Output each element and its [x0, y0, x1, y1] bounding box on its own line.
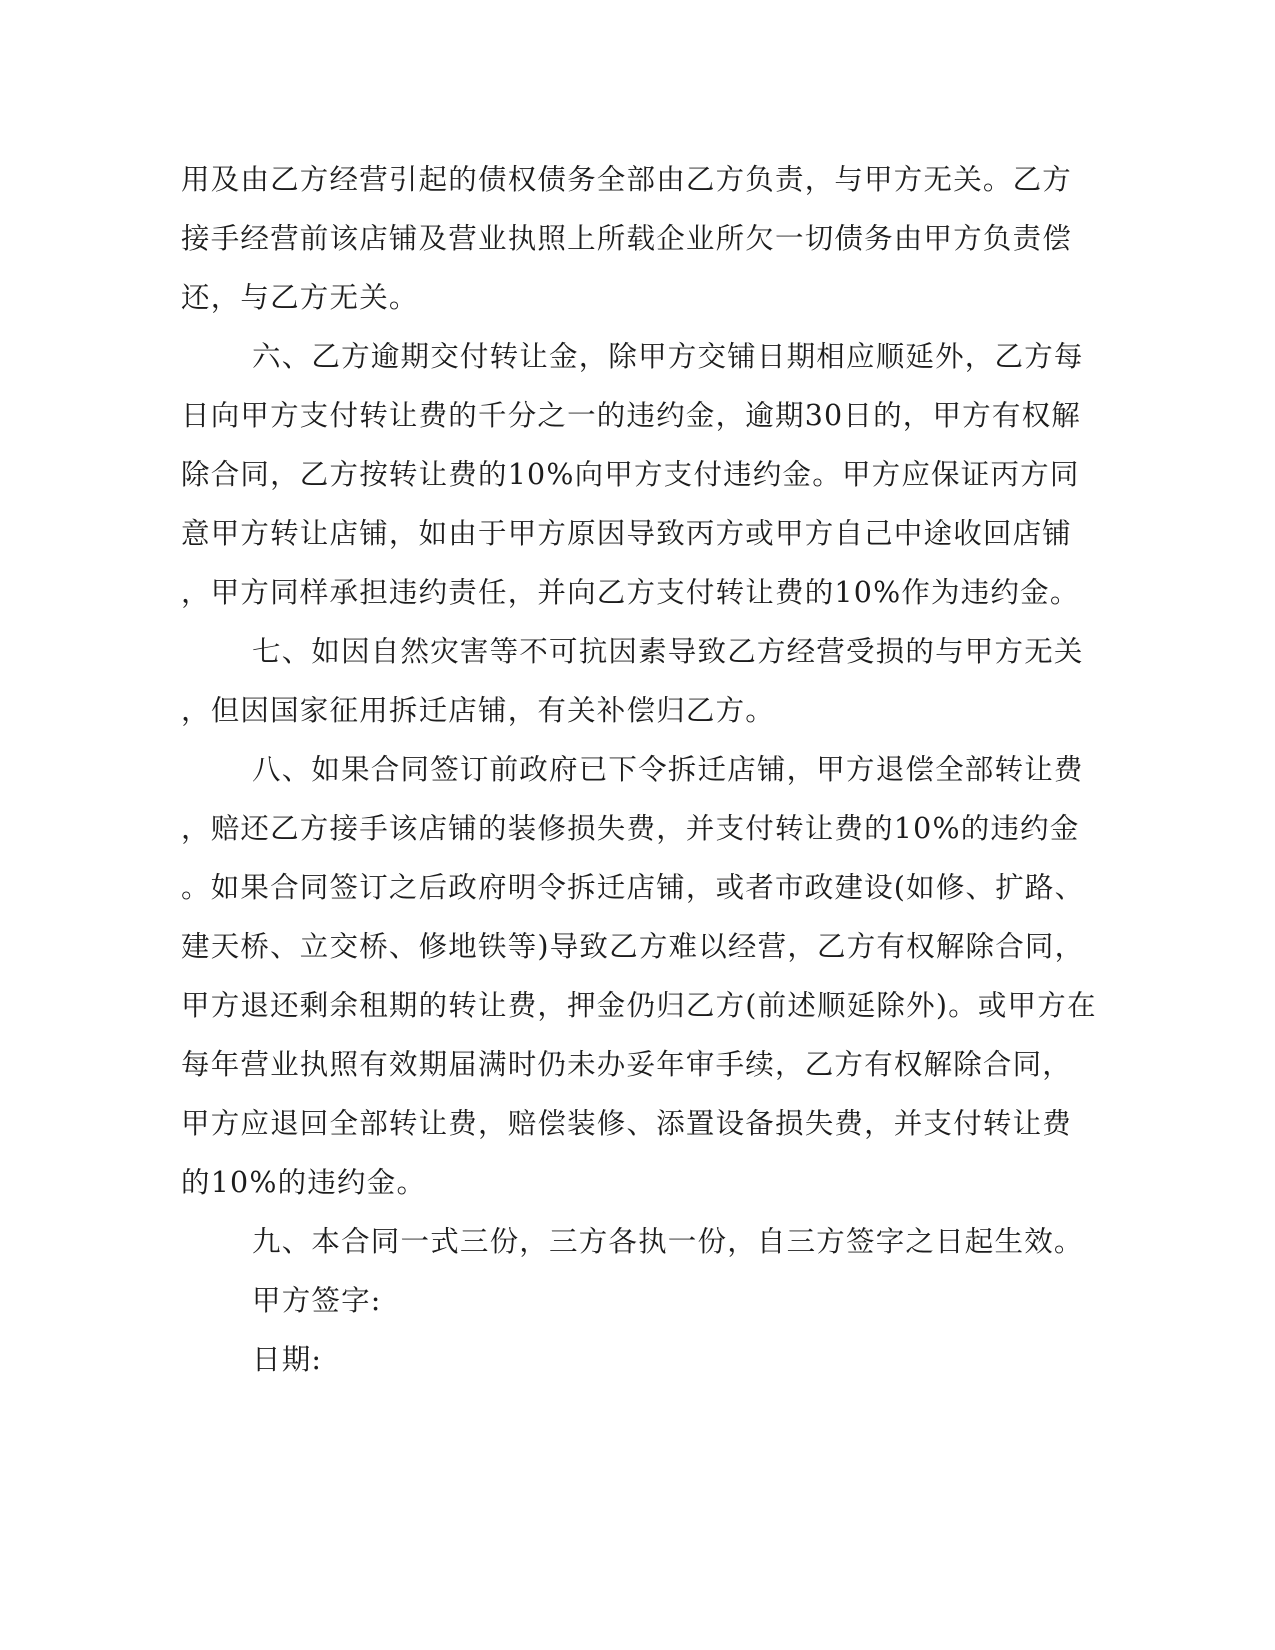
text-line: 用及由乙方经营引起的债权债务全部由乙方负责，与甲方无关。乙方 [181, 163, 1073, 196]
text-line: ，但因国家征用拆迁店铺，有关补偿归乙方。 [181, 694, 776, 727]
text-line: 日向甲方支付转让费的千分之一的违约金，逾期30日的，甲方有权解 [181, 399, 1081, 432]
text-line: 的10%的违约金。 [181, 1166, 427, 1199]
text-line: 甲方应退回全部转让费，赔偿装修、添置设备损失费，并支付转让费 [181, 1107, 1073, 1140]
text-line: 。如果合同签订之后政府明令拆迁店铺，或者市政建设(如修、扩路、 [181, 871, 1085, 904]
text-line: 还，与乙方无关。 [181, 281, 419, 314]
party-a-signature-label: 甲方签字: [252, 1284, 382, 1317]
text-line: 接手经营前该店铺及营业执照上所载企业所欠一切债务由甲方负责偿 [181, 222, 1073, 255]
clause-9-text: 九、本合同一式三份，三方各执一份，自三方签字之日起生效。 [252, 1225, 1084, 1258]
text-line: ，甲方同样承担违约责任，并向乙方支付转让费的10%作为违约金。 [181, 576, 1080, 609]
text-line: 建天桥、立交桥、修地铁等)导致乙方难以经营，乙方有权解除合同， [181, 930, 1085, 963]
text-line: 每年营业执照有效期届满时仍未办妥年审手续，乙方有权解除合同， [181, 1048, 1073, 1081]
text-line: 甲方退还剩余租期的转让费，押金仍归乙方(前述顺延除外)。或甲方在 [181, 989, 1097, 1022]
text-line: ，赔还乙方接手该店铺的装修损失费，并支付转让费的10%的违约金 [181, 812, 1080, 845]
clause-7-text: 七、如因自然灾害等不可抗因素导致乙方经营受损的与甲方无关 [252, 635, 1084, 668]
date-label: 日期: [252, 1343, 323, 1376]
text-line: 除合同，乙方按转让费的10%向甲方支付违约金。甲方应保证丙方同 [181, 458, 1080, 491]
text-line: 意甲方转让店铺，如由于甲方原因导致丙方或甲方自己中途收回店铺 [181, 517, 1073, 550]
clause-8-text: 八、如果合同签订前政府已下令拆迁店铺，甲方退偿全部转让费 [252, 753, 1084, 786]
clause-6-text: 六、乙方逾期交付转让金，除甲方交铺日期相应顺延外，乙方每 [252, 340, 1084, 373]
